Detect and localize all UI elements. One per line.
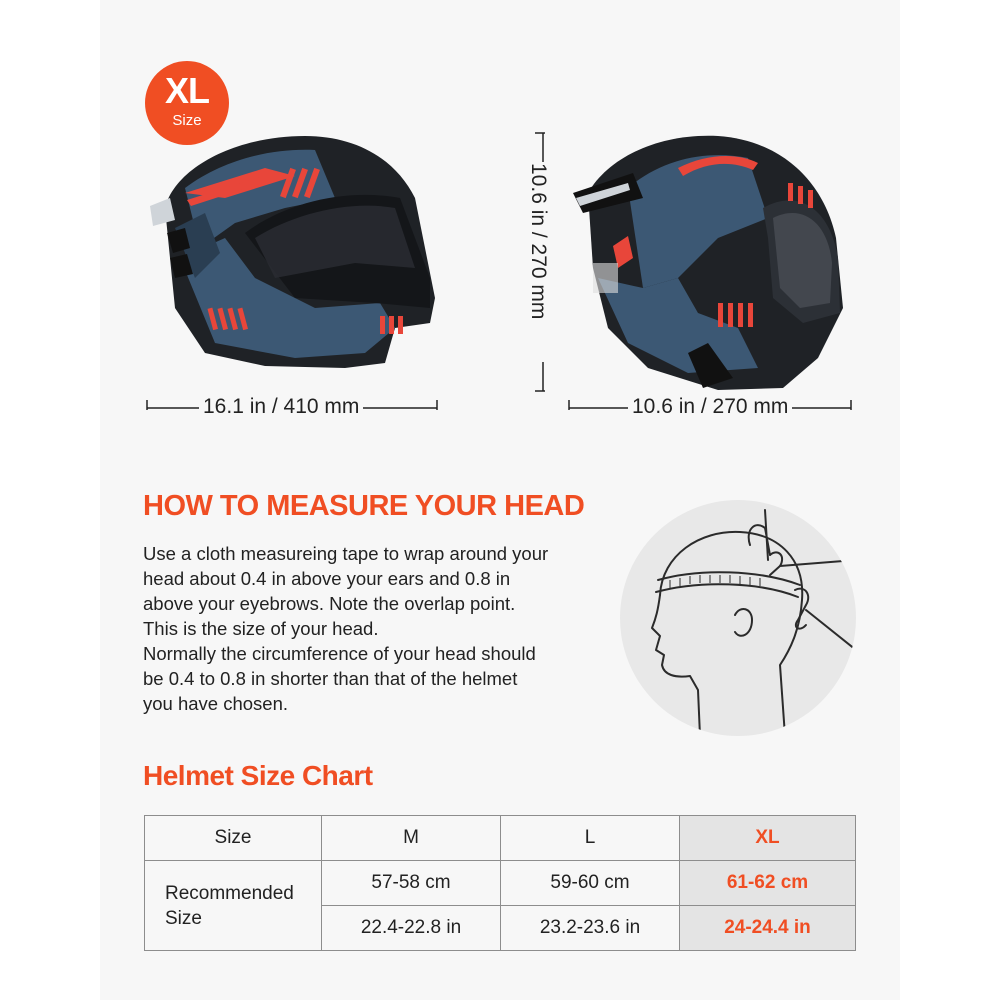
row-label-line-2: Size — [165, 907, 202, 929]
measure-line: This is the size of your head. — [143, 618, 379, 639]
cell-l-cm: 59-60 cm — [501, 861, 680, 906]
right-width-label: 10.6 in / 270 mm — [628, 395, 792, 419]
cell-m-in: 22.4-22.8 in — [322, 906, 501, 951]
header-xl: XL — [680, 816, 856, 861]
measure-line: be 0.4 to 0.8 in shorter than that of the helmet — [143, 668, 518, 689]
measure-line: Use a cloth measureing tape to wrap around your — [143, 543, 549, 564]
cell-xl-cm: 61-62 cm — [680, 861, 856, 906]
cell-m-cm: 57-58 cm — [322, 861, 501, 906]
measure-line: Normally the circumference of your head should — [143, 643, 536, 664]
header-size: Size — [145, 816, 322, 861]
measure-heading: HOW TO MEASURE YOUR HEAD — [143, 490, 585, 522]
measure-instructions — [143, 541, 603, 716]
table-header-row — [145, 816, 856, 861]
size-chart-heading: Helmet Size Chart — [143, 760, 373, 791]
row-label — [145, 861, 322, 951]
measure-line: head about 0.4 in above your ears and 0.8 in — [143, 568, 511, 589]
size-badge-value: XL — [164, 70, 209, 111]
right-height-label: 10.6 in / 270 mm — [527, 163, 550, 320]
row-label-line-1: Recommended — [165, 882, 294, 904]
head-measure-illustration — [620, 500, 856, 736]
helmet-front-view-icon — [568, 128, 853, 393]
table-row — [145, 861, 856, 906]
helmet-side-view-icon — [145, 128, 445, 398]
cell-l-in: 23.2-23.6 in — [501, 906, 680, 951]
measure-line: above your eyebrows. Note the overlap point. — [143, 593, 516, 614]
cell-xl-in: 24-24.4 in — [680, 906, 856, 951]
size-chart-table — [144, 815, 856, 951]
left-width-label: 16.1 in / 410 mm — [199, 395, 363, 419]
size-badge-label: Size — [172, 112, 202, 129]
head-measuring-icon — [620, 500, 856, 736]
header-l: L — [501, 816, 680, 861]
measure-line: you have chosen. — [143, 693, 289, 714]
header-m: M — [322, 816, 501, 861]
